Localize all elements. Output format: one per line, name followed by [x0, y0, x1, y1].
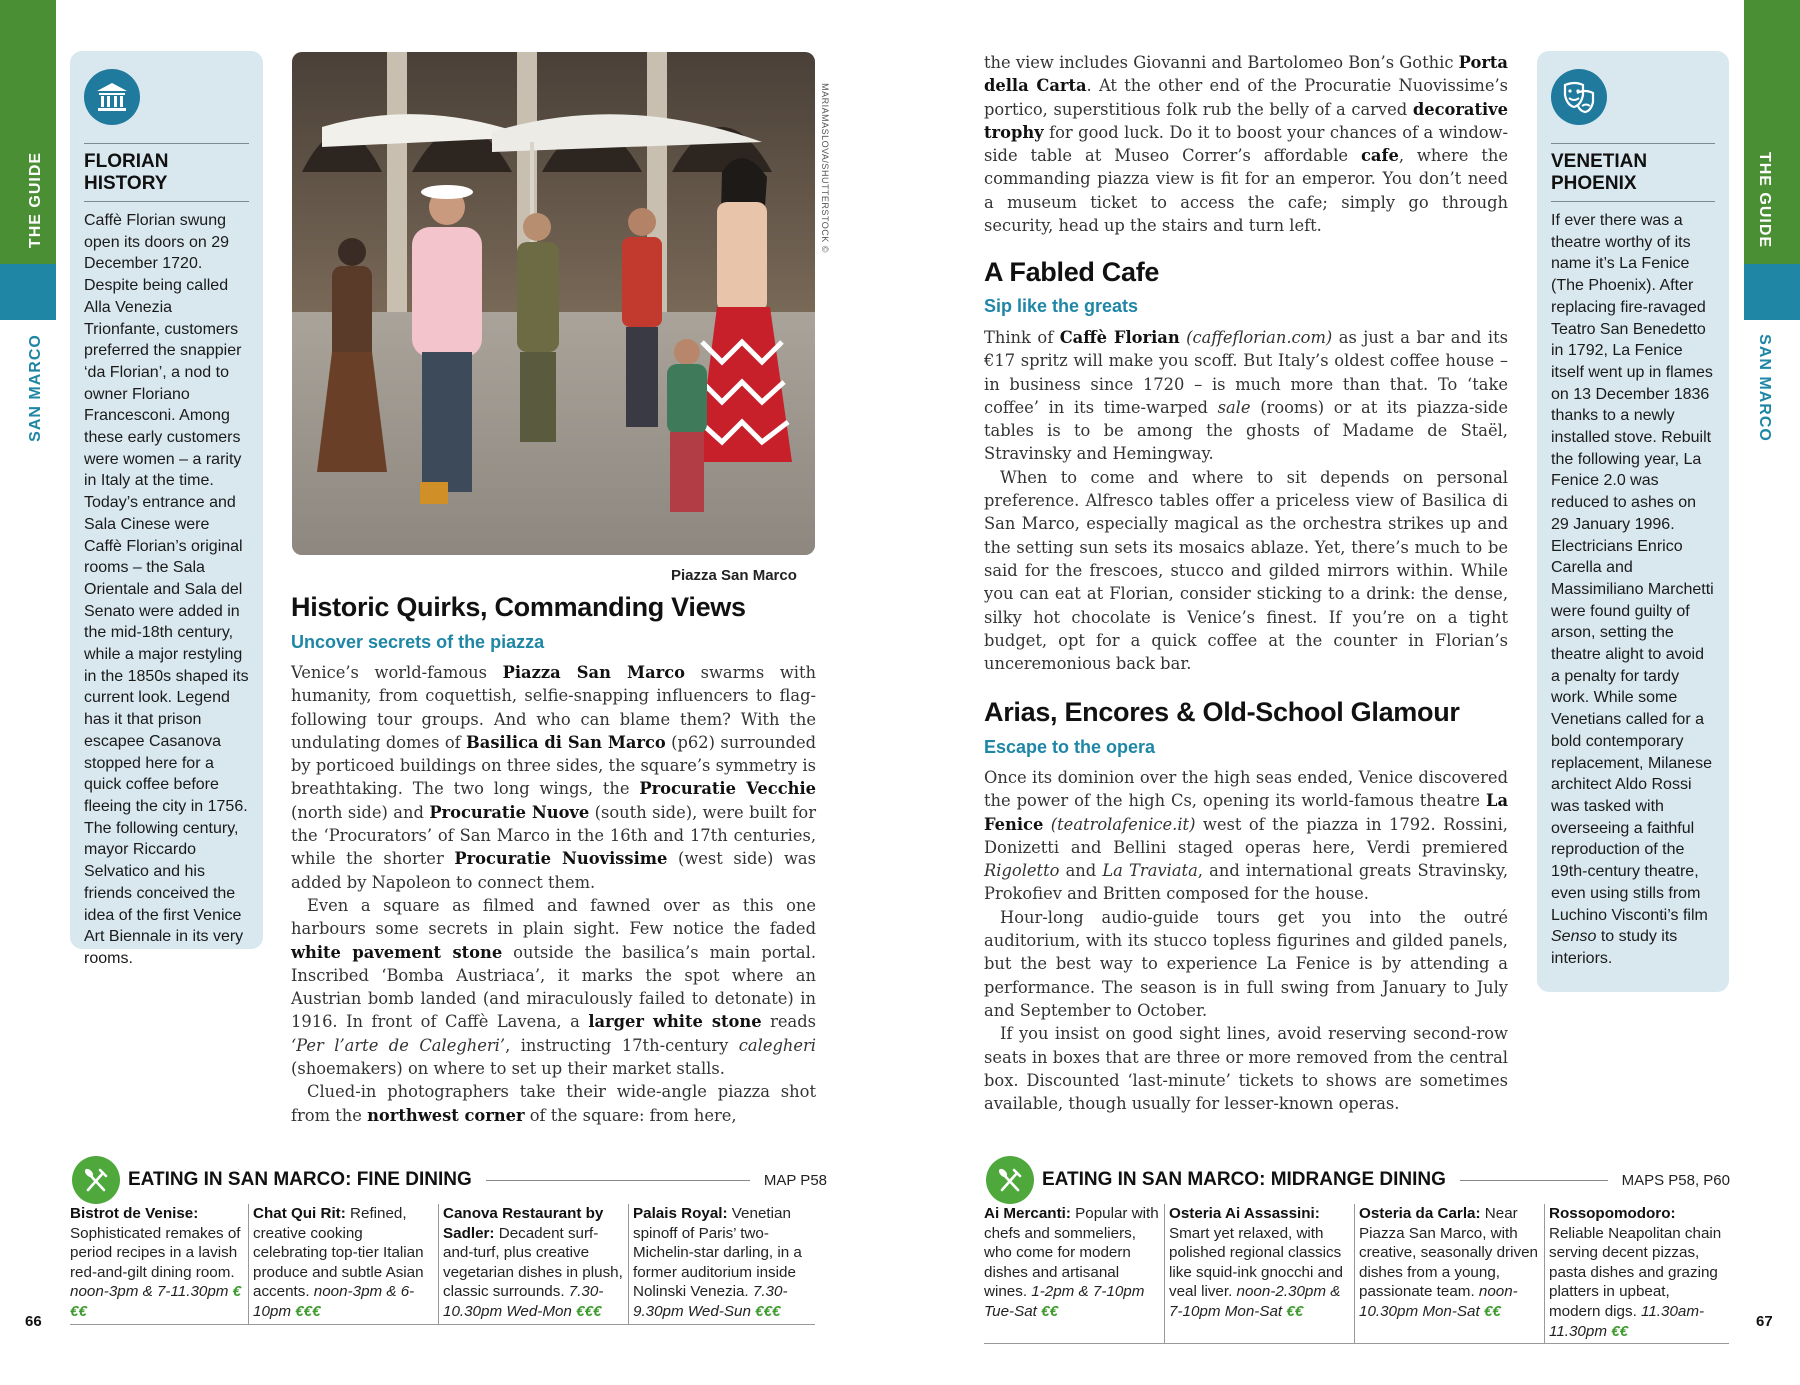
restaurant-description: Popular with chefs and sommeliers, who come for modern dishes and artisanal wines.	[984, 1205, 1159, 1301]
restaurant-name: Osteria Ai Assassini:	[1169, 1205, 1320, 1222]
map-reference: MAP P58	[763, 1171, 827, 1189]
section2-body	[984, 326, 1508, 675]
paragraph: Even a square as filmed and fawned over as this one harbours some secrets in plain sight. Few notice the faded white pavement stone outside the basilica’s main portal. Inscribed ‘Bomba Austriaca’, it marks the spot where an Austrian bomb landed (and miraculously failed to detonate) in 1916. In front of Caffè Lavena, a larger white stone reads ‘Per l’arte de Calegheri’, instructing 17th-century calegheri (shoemakers) on where to set up their market stalls.	[291, 895, 817, 1079]
price-indicator: €€	[1041, 1302, 1059, 1320]
place-name: Piazza San Marco	[502, 663, 685, 682]
restaurant-name: Rossopomodoro:	[1549, 1205, 1676, 1222]
eating-fine-header	[72, 1156, 827, 1204]
restaurant-entry	[1354, 1204, 1544, 1343]
eating-fine-list	[70, 1204, 815, 1325]
heading-historic-quirks: Historic Quirks, Commanding Views	[291, 592, 746, 622]
restaurant-description: Reliable Neapolitan chain serving decent pizzas, pasta dishes and grazing platters in upbeat, modern digs.	[1549, 1224, 1722, 1320]
paragraph: Venice’s world-famous Piazza San Marco swarms with humanity, from coquettish, selfie-snapping influencers to flag-following tour groups. And who can blame them? With the undulating domes of Basilica di San Marco (p62) surrounded by porticoed buildings on three sides, the square’s symmetry is breathtaking. The two long wings, the Procuratie Vecchie (north side) and Procuratie Nuove (south side), were built for the ‘Procurators’ of San Marco in the 16th and 17th centuries, while the shorter Procuratie Nuovissime (west side) was added by Napoleon to connect them.	[291, 663, 817, 892]
section3-body	[984, 766, 1508, 1115]
photo-credit: MARIAMASLOVA/SHUTTERSTOCK ©	[820, 83, 830, 253]
eating-mid-list	[984, 1204, 1729, 1344]
price-indicator: €€	[1286, 1302, 1304, 1320]
header-rule	[486, 1180, 750, 1181]
sidebar-title: VENETIAN PHOENIX	[1551, 151, 1648, 194]
sidebar-text: If ever there was a theatre worthy of its name it’s La Fenice (The Phoenix). After replacing fire-ravaged Teatro San Benedetto in 1792, La Fenice itself went up in flames on 13 December 1836 thanks to a newly installed stove. Rebuilt the following year, La Fenice 2.0 was reduced to ashes on 29 January 1996. Electricians Enrico Carella and Massimiliano Marchetti were found guilty of arson, setting the theatre alight to avoid a penalty for tardy work. While some Venetians called for a bold contemporary replacement, Milanese architect Aldo Rossi was tasked with overseeing a faithful reproduction of the 19th-century theatre, even using stills from Luchino Visconti’s film Senso to study its interiors.	[1551, 212, 1714, 967]
subheading-opera: Escape to the opera	[984, 737, 1156, 757]
place-name: Procuratie Nuovissime	[454, 849, 668, 869]
fork-knife-icon	[72, 1156, 120, 1204]
place-name: La Fenice	[984, 791, 1508, 834]
place-name: Procuratie Nuove	[429, 802, 590, 822]
restaurant-name: Chat Qui Rit:	[253, 1205, 346, 1222]
place-name: Procuratie Vecchie	[639, 779, 816, 799]
restaurant-name: Bistrot de Venise:	[70, 1205, 199, 1222]
place-name: white pavement stone	[291, 942, 503, 962]
section1-body	[291, 661, 816, 1127]
paragraph: When to come and where to sit depends on personal preference. Alfresco tables offer a priceless view of Basilica di San Marco, especially magical as the orchestra strikes up and the setting sun sets its mosaics ablaze. Yet, there’s much to be said for the frescoes, stucco and gilded mirrors within. While you can eat at Florian, consider sticking to a drink: the dense, silky hot chocolate is Venice’s finest. If you’re on a tight budget, opt for a quick coffee at the counter in Florian’s unceremonious back bar.	[984, 467, 1508, 674]
page-number-left: 66	[25, 1313, 42, 1330]
eating-fine-title: EATING IN SAN MARCO: FINE DINING	[128, 1169, 472, 1190]
museum-icon	[84, 69, 140, 125]
restaurant-description: Refined, creative cooking celebrating top-tier Italian produce and subtle Asian accents.	[253, 1205, 424, 1301]
opening-hours: noon-10.30pm Mon-Sat	[1359, 1283, 1518, 1320]
heading-fabled-cafe: A Fabled Cafe	[984, 257, 1160, 287]
fork-knife-icon	[986, 1156, 1034, 1204]
place-name: larger white stone	[588, 1012, 762, 1032]
left-tab-guide-label: THE GUIDE	[27, 151, 44, 249]
restaurant-name: Palais Royal:	[633, 1205, 728, 1222]
sidebar-title: FLORIAN HISTORY	[84, 151, 169, 194]
continuation-body	[984, 51, 1508, 237]
price-indicator: €€	[1611, 1322, 1629, 1340]
restaurant-entry	[1544, 1204, 1729, 1343]
restaurant-name: Canova Restaurant by Sadler:	[443, 1205, 604, 1242]
paragraph: the view includes Giovanni and Bartolomeo Bon’s Gothic Porta della Carta. At the other end of the Procuratie Nuovissime’s portico, superstitious folk rub the belly of a carved decorative trophy for good luck. Do it to boost your chances of a window-side table at Museo Correr’s affordable cafe, where the commanding piazza view is fit for an emperor. You don’t need a museum ticket to access the cafe; simply go through security, head up the stairs and turn left.	[984, 53, 1508, 236]
header-rule	[1460, 1180, 1608, 1181]
restaurant-entry	[628, 1204, 815, 1324]
price-indicator: €€€	[755, 1302, 781, 1320]
eating-mid-header	[986, 1156, 1730, 1204]
price-indicator: €€€	[295, 1302, 321, 1320]
restaurant-description: Near Piazza San Marco, with creative, seasonally driven dishes from a young, passionate team.	[1359, 1205, 1538, 1301]
piazza-photo	[292, 52, 815, 555]
restaurant-entry	[1164, 1204, 1354, 1343]
opening-hours: 1-2pm & 7-10pm Tue-Sat	[984, 1283, 1145, 1320]
right-tab-guide-label: THE GUIDE	[1756, 151, 1773, 249]
restaurant-entry	[438, 1204, 628, 1324]
place-name: Basilica di San Marco	[466, 732, 666, 752]
subheading-greats: Sip like the greats	[984, 296, 1139, 316]
price-indicator: €€€	[576, 1302, 602, 1320]
place-name: Porta della Carta	[984, 53, 1508, 96]
sidebar-venetian-phoenix	[1537, 51, 1729, 992]
right-tab-section	[1744, 264, 1800, 320]
opening-hours: noon-3pm & 7-11.30pm	[70, 1283, 229, 1301]
paragraph: Hour-long audio-guide tours get you into the outré auditorium, with its stucco topless figurines and gilded panels, but the best way to experience La Fenice is by attending a performance. The season is in full swing from January to July and September to October.	[984, 907, 1508, 1020]
theatre-masks-icon	[1551, 69, 1607, 125]
restaurant-entry	[984, 1204, 1164, 1343]
opening-hours: noon-2.30pm & 7-10pm Mon-Sat	[1169, 1283, 1341, 1320]
film-title: Senso	[1551, 928, 1597, 946]
opening-hours: 7.30-10.30pm Wed-Mon	[443, 1283, 604, 1320]
place-name: Caffè Florian	[1059, 328, 1180, 347]
restaurant-name: Osteria da Carla:	[1359, 1205, 1481, 1222]
left-tab-section-label: SAN MARCO	[27, 334, 44, 442]
paragraph: Clued-in photographers take their wide-angle piazza shot from the northwest corner of the square: from here,	[291, 1082, 816, 1125]
subheading-piazza: Uncover secrets of the piazza	[291, 632, 545, 652]
place-name: cafe	[1360, 146, 1399, 166]
page-number-right: 67	[1756, 1313, 1773, 1330]
opening-hours: 7.30-9.30pm Wed-Sun	[633, 1283, 788, 1320]
sidebar-text: Caffè Florian swung open its doors on 29 December 1720. Despite being called Alla Venezia Trionfante, customers preferred the snappier ‘da Florian’, a nod to owner Floriano Francesconi. Among these early customers were women – a rarity in Italy at the time. Today’s entrance and Sala Cinese were Caffè Florian’s original rooms – the Sala Orientale and Sala del Senato were added in the mid-18th century, while a major restyling in the 1850s shaped its current look. Legend has it that prison escapee Casanova stopped here for a quick coffee before fleeing the city in 1756. The following century, mayor Riccardo Selvatico and his friends conceived the idea of the first Venice Art Biennale in its very rooms.	[84, 212, 249, 967]
restaurant-entry	[248, 1204, 438, 1324]
opening-hours: noon-3pm & 6-10pm	[253, 1283, 415, 1320]
restaurant-name: Ai Mercanti:	[984, 1205, 1071, 1222]
place-name: northwest corner	[367, 1105, 525, 1125]
paragraph: Once its dominion over the high seas ended, Venice discovered the power of the high Cs, opening its world-famous theatre La Fenice (teatrolafenice.it) west of the piazza in 1792. Rossini, Donizetti and Bellini staged operas here, Verdi premiered Rigoletto and La Traviata, and international greats Stravinsky, Prokofiev and Britten composed for the house.	[984, 768, 1508, 904]
restaurant-description: Venetian spinoff of Paris’ two-Michelin-star darling, in a former auditorium inside Nolinski Venezia.	[633, 1205, 802, 1301]
restaurant-description: Smart yet relaxed, with polished regional classics like squid-ink gnocchi and veal liver.	[1169, 1224, 1343, 1301]
place-name: decorative trophy	[984, 99, 1508, 142]
left-tab-section	[0, 264, 56, 320]
price-indicator: €€€	[70, 1283, 242, 1320]
sidebar-florian-history	[70, 51, 263, 967]
right-tab-section-label: SAN MARCO	[1756, 334, 1773, 442]
paragraph: If you insist on good sight lines, avoid reserving second-row seats in boxes that are three or more removed from the central box. Discounted ‘last-minute’ tickets to shows are sometimes available, though usually for lesser-known operas.	[984, 1024, 1508, 1114]
heading-arias: Arias, Encores & Old-School Glamour	[984, 697, 1460, 727]
photo-caption: Piazza San Marco	[671, 567, 797, 584]
opening-hours: 11.30am-11.30pm	[1549, 1302, 1705, 1340]
price-indicator: €€	[1483, 1302, 1501, 1320]
restaurant-entry	[70, 1204, 248, 1324]
map-reference: MAPS P58, P60	[1621, 1171, 1730, 1189]
paragraph: Think of Caffè Florian (caffeflorian.com) as just a bar and its €17 spritz will make you scoff. But Italy’s oldest coffee house – in business since 1720 – is much more than that. To ‘take coffee’ in its time-warped sale (rooms) or at its piazza-side tables is to be among the ghosts of Madame de Staël, Stravinsky and Hemingway.	[984, 328, 1508, 464]
restaurant-description: Sophisticated remakes of period recipes in a lavish red-and-gilt dining room.	[70, 1224, 241, 1281]
eating-mid-title: EATING IN SAN MARCO: MIDRANGE DINING	[1042, 1169, 1446, 1190]
restaurant-description: Decadent surf-and-turf, plus creative vegetarian dishes in plush, classic surrounds.	[443, 1224, 623, 1301]
